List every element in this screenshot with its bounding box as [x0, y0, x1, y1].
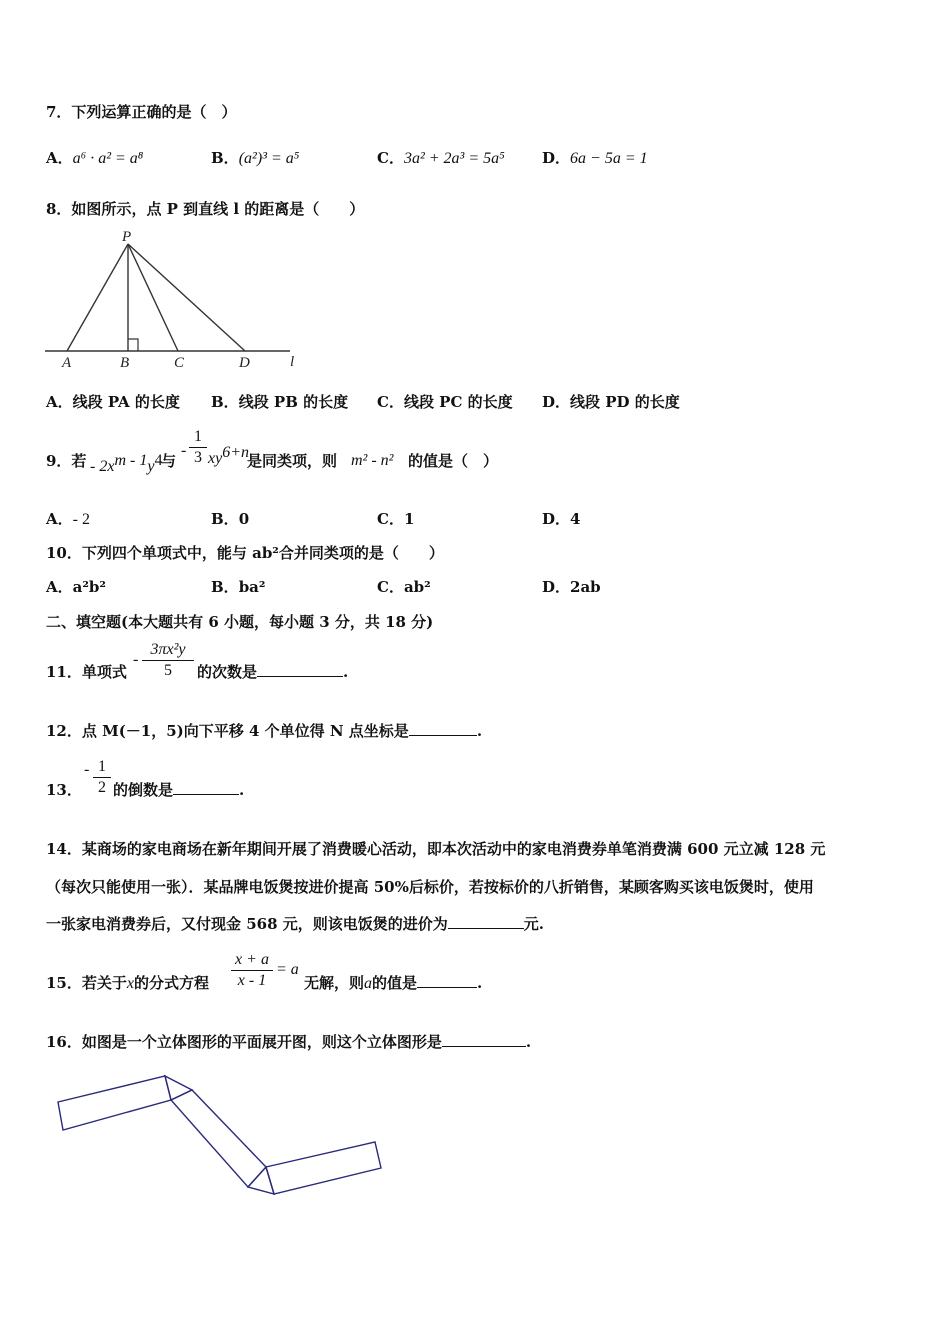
q7-option-d: D．6a − 5a = 1 — [542, 149, 648, 167]
q9-middle: 是同类项，则 — [247, 452, 338, 470]
q16-answer-blank[interactable] — [442, 1032, 526, 1047]
q14-line2: （每次只能使用一张）．某品牌电饭煲按进价提高 50%后标价，若按标价的八折销售，某顾客购买该电饭煲时，使用 — [46, 878, 814, 896]
q8-stem: 8．如图所示，点 P 到直线 l 的距离是（ ） — [46, 200, 365, 218]
q9-fraction: $\frac{1}{3}$ — [189, 427, 207, 468]
q15-suffix: 无解，则a的值是 . — [304, 974, 483, 992]
q9-with: 与 — [161, 452, 177, 470]
q9-neg-sign: - — [181, 442, 187, 459]
q11-answer-blank[interactable] — [257, 662, 343, 677]
q10-option-a: A．a²b² — [46, 578, 106, 596]
q8-option-c: C．线段 PC 的长度 — [377, 393, 513, 411]
q9-option-a: A．- 2 — [46, 510, 90, 528]
section-2-title: 二、填空题(本大题共有 6 小题，每小题 3 分，共 18 分) — [46, 613, 434, 631]
q8-option-b: B．线段 PB 的长度 — [211, 393, 349, 411]
q10-option-d: D．2ab — [542, 578, 601, 596]
q15-answer-blank[interactable] — [417, 973, 477, 988]
label-d: D — [239, 355, 250, 371]
q16-net-figure — [50, 1070, 390, 1205]
q7-stem: 7．下列运算正确的是（ ） — [46, 103, 237, 121]
segment-pa — [67, 244, 128, 351]
q13-answer-blank[interactable] — [173, 780, 239, 795]
q10-option-c: C．ab² — [377, 578, 431, 596]
q9-term2: $xy^{6+n}$ — [208, 444, 249, 467]
q9-option-c: C．1 — [377, 510, 415, 528]
q13-fraction: $\frac{1}{2}$ — [93, 757, 111, 798]
q16-text: 16．如图是一个立体图形的平面展开图，则这个立体图形是 . — [46, 1033, 532, 1051]
q8-option-a: A．线段 PA 的长度 — [46, 393, 180, 411]
q10-option-b: B．ba² — [211, 578, 266, 596]
q10-stem: 10．下列四个单项式中，能与 ab²合并同类项的是（ ） — [46, 544, 444, 562]
q11-fraction: $\frac{\text{3πx²y}}{5}$ — [142, 640, 194, 681]
q7-option-b: B．(a²)³ = a⁵ — [211, 149, 300, 167]
right-angle-mark — [128, 339, 138, 351]
q9-suffix: 的值是（ ） — [408, 452, 499, 470]
label-c: C — [174, 355, 185, 371]
net-face-right — [266, 1142, 381, 1194]
q7-option-c: C．3a² + 2a³ = 5a⁵ — [377, 149, 505, 167]
q12-text: 12．点 M(－1，5)向下平移 4 个单位得 N 点坐标是 . — [46, 722, 483, 740]
q9-option-d: D．4 — [542, 510, 581, 528]
q13-prefix: 13． — [46, 781, 82, 799]
q14-line3: 一张家电消费券后，又付现金 568 元，则该电饭煲的进价为 元. — [46, 915, 544, 933]
q14-answer-blank[interactable] — [448, 914, 524, 929]
net-face-left — [58, 1076, 171, 1130]
q15-eq: = a — [276, 961, 299, 978]
segment-pc — [128, 244, 178, 351]
label-p: P — [122, 229, 132, 245]
label-a: A — [62, 355, 72, 371]
q9-expr: m² - n² — [351, 452, 394, 469]
label-b: B — [120, 355, 130, 371]
q15-fraction: $\frac{x + a}{x - 1}$ — [231, 950, 273, 991]
q11-neg-sign: - — [133, 651, 139, 668]
label-l: l — [290, 354, 295, 370]
q7-option-a: A．a⁶ · a² = a⁸ — [46, 149, 144, 167]
segment-pd — [128, 244, 245, 351]
q9-term1: - $2x^{m - 1}y^4$ — [90, 452, 163, 475]
q9-prefix: 9．若 — [46, 452, 87, 470]
q11-suffix: 的次数是 . — [197, 663, 349, 681]
q12-answer-blank[interactable] — [409, 721, 477, 736]
q8-figure — [40, 226, 310, 372]
q9-option-b: B．0 — [211, 510, 250, 528]
q13-neg-sign: - — [84, 761, 90, 778]
q11-prefix: 11．单项式 — [46, 663, 127, 681]
q13-suffix: 的倒数是 . — [113, 781, 245, 799]
q8-option-d: D．线段 PD 的长度 — [542, 393, 680, 411]
q15-prefix: 15．若关于x的分式方程 — [46, 974, 209, 992]
net-face-middle — [171, 1090, 266, 1187]
q14-line1: 14．某商场的家电商场在新年期间开展了消费暖心活动，即本次活动中的家电消费券单笔消费满 600 元立减 128 元 — [46, 840, 826, 858]
